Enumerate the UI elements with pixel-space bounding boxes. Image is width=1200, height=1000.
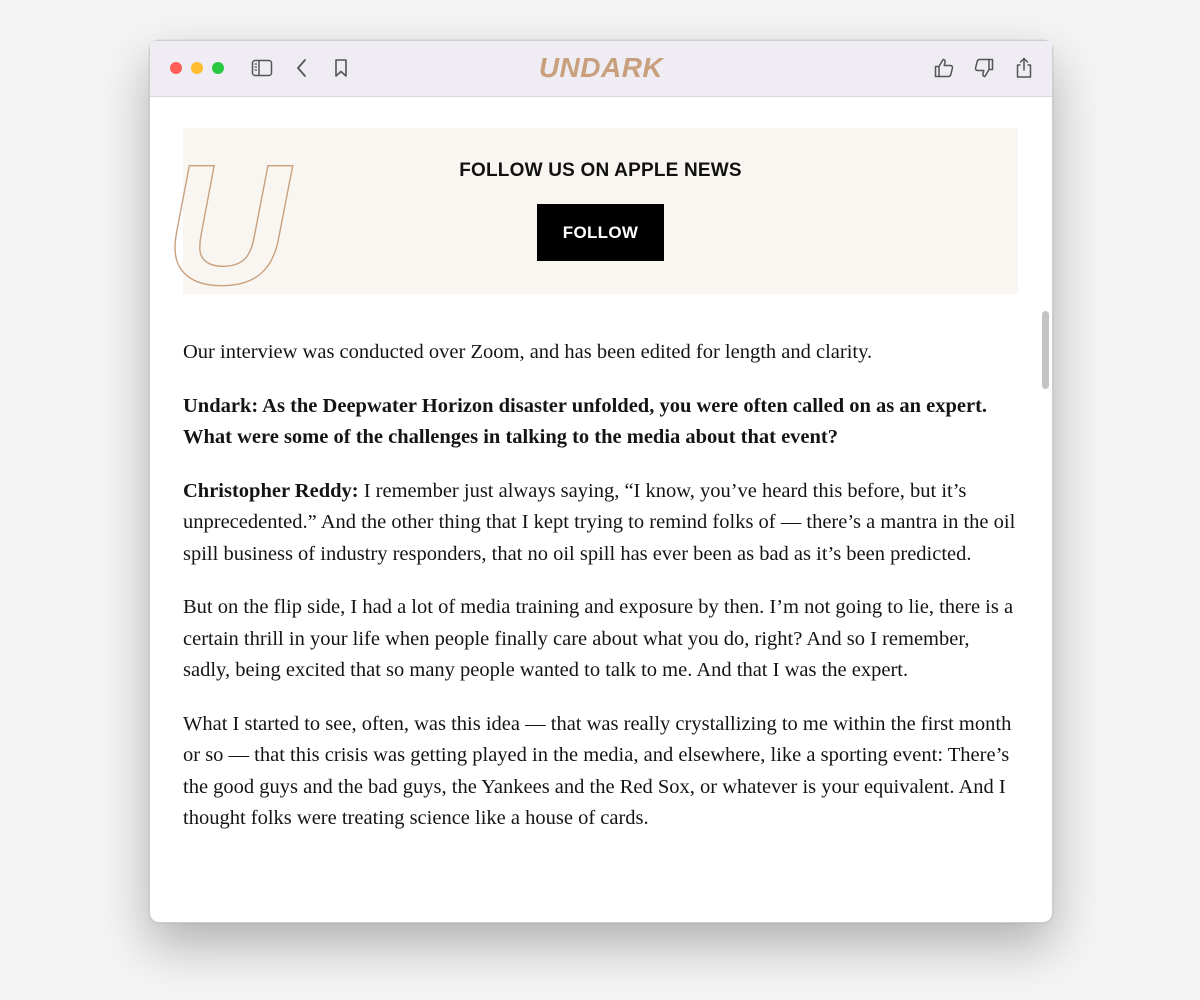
share-icon[interactable] <box>1011 55 1037 81</box>
title-bar <box>150 41 1052 97</box>
thumbs-up-icon[interactable] <box>931 55 957 81</box>
follow-button[interactable]: FOLLOW <box>537 204 664 261</box>
answer-paragraph <box>183 476 1021 571</box>
article-body <box>183 337 1021 857</box>
scrollbar-thumb[interactable] <box>1042 311 1049 389</box>
page-content <box>150 97 1052 922</box>
svg-text:U: U <box>165 129 290 321</box>
body-paragraph: What I started to see, often, was this idea — that was really crystallizing to me within the first month or so — that this crisis was getting played in the media, and elsewhere, like a sporting event: There’s the good guys and the bad guys, the Yankees and the Red Sox, or whatever is your equivalent. And I thought folks were treating science like a house of cards. <box>183 712 1012 829</box>
body-paragraph: But on the flip side, I had a lot of media training and exposure by then. I’m not going to lie, there is a certain thrill in your life when people finally care about what you do, right? And so I remember, sadly, being excited that so many people wanted to talk to me. And that I was the expert. <box>183 596 1014 681</box>
question-paragraph: Undark: As the Deepwater Horizon disaster unfolded, you were often called on as an expert. What were some of the challenges in talking to the media about that event? <box>183 394 988 448</box>
banner-heading: FOLLOW US ON APPLE NEWS <box>459 160 742 181</box>
undark-logo[interactable]: UNDARK <box>538 52 664 83</box>
thumbs-down-icon[interactable] <box>971 55 997 81</box>
speaker-name: Christopher Reddy: <box>183 479 359 502</box>
answer-text: I remember just always saying, “I know, you’ve heard this before, but it’s unprecedented.” And the other thing that I kept trying to remind folks of — there’s a mantra in the oil spill business of industry responders, that no oil spill has ever been as bad as it’s been predicted. <box>183 479 1016 565</box>
apple-news-banner <box>165 128 1018 321</box>
intro-paragraph: Our interview was conducted over Zoom, and has been edited for length and clarity. <box>183 341 873 363</box>
browser-window <box>149 40 1053 923</box>
